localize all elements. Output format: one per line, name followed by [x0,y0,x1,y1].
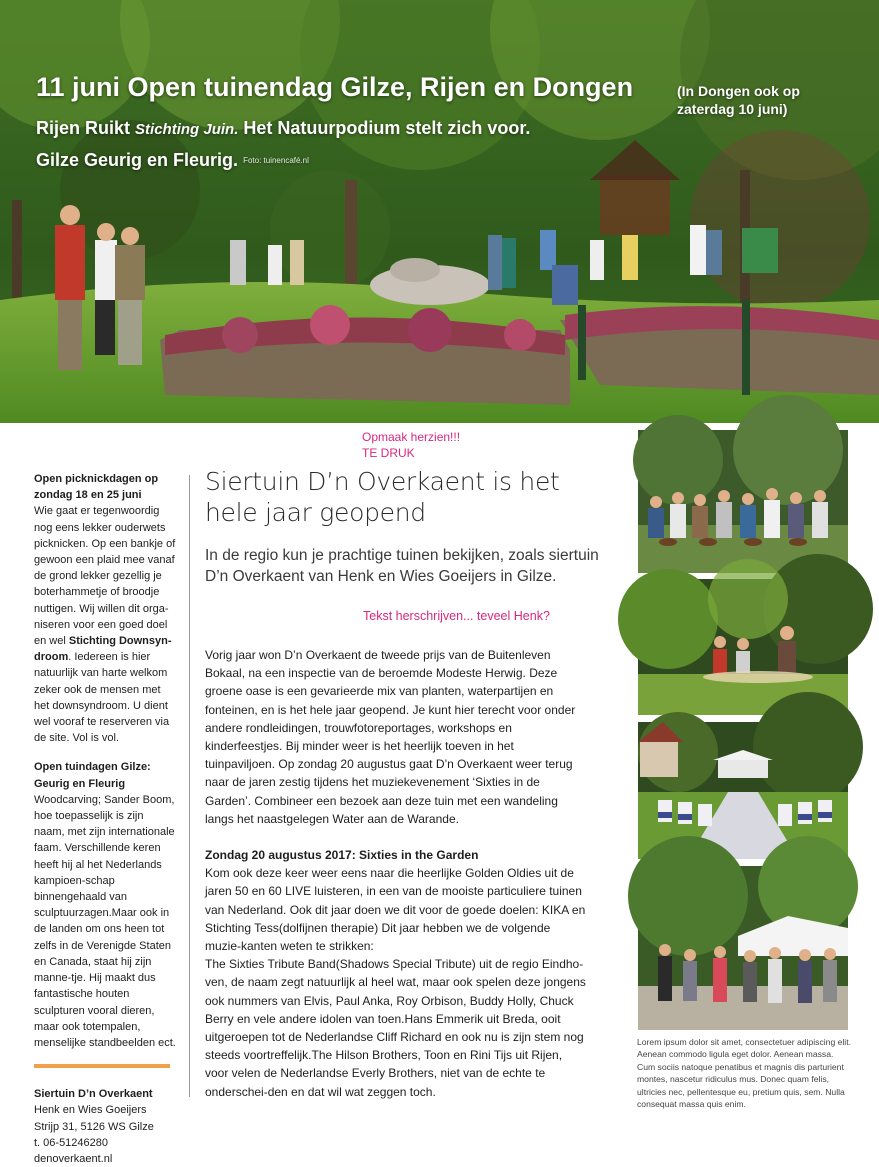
hero-title: 11 juni Open tuinendag Gilze, Rijen en Dongen [36,72,634,102]
tuindagen-text: Woodcarving; Sander Boom, hoe toepasselijk is zijn naam, met zijn internationale faam. Verschillende keren heeft hij al het Nederlands kampioen-schap binnengehaald van sculptuurzagen.Maar ook in de landen om ons heen tot zelfs in de Verenigde Staten en Canada, staat hij zijn manne-tje. Hij maakt dus fantastische houten sculpturen vooral dieren, maar ook totempalen, menselijke standbeelden ect. [34,793,176,1049]
contact-phone: t. 06-51246280 [34,1136,109,1149]
hero-subtitle-rijen [36,116,633,142]
picnic-text-b: . Iedereen is hier natuurlijk van harte welkom zeker ook de mensen met het downsyndroom. U dient wel vooraf te reserveren via de site. Vol is vol. [34,651,170,745]
editor-note-mid: Tekst herschrijven... teveel Henk? [363,609,550,623]
editor-note-top-line1: Opmaak herzien!!! [362,430,461,444]
garden-illustration [0,0,879,423]
article-paragraph-2b: The Sixties Tribute Band(Shadows Special Tribute) uit de regio Eindho-ven, de naam zegt natuurlijk al heel wat, maar ook spelen deze jongens ook nummers van Elvis, Paul Anka, Roy Orbison, Buddy Holly, Chuck Berry en vele andere idolen van toen.Hans Emmerik uit Breda, ooit uitgeroepen tot de Nederlandse Cliff Richard en ook nu is zijn stem nog steeds voortreffelijk.The Hilson Brothers, Toon en Rini Tijs uit Rijen, voor velen de Nederlandse Everly Brothers, niet van de echte te onderschei-den en dat wil wat zeggen toch. [205,957,586,1099]
tuindagen-heading: Open tuindagen Gilze: Geurig en Fleurig [34,761,151,790]
contact-website: denoverkaent.nl [34,1152,113,1165]
article-body [205,646,587,1101]
orange-divider [34,1064,170,1068]
article-lead: In de regio kun je prachtige tuinen bekijken, zoals siertuin D’n Overkaent van Henk en Wies Goeijers in Gilze. [205,547,599,585]
picnic-text-a: Wie gaat er tegenwoordig nog eens lekker ouderwets picknicken. Op een bankje of gewoon een plaid mee vanaf de grond lekker gezellig je boterhammetje of broodje nuttigen. Wij willen dit orga-niseren voor een goed doel en wel [34,505,176,648]
hero-subtitle-gilze [36,148,633,173]
hero-rijen-title: Rijen Ruikt [36,118,131,138]
picnic-text [34,503,176,746]
picnic-heading: Open picknickdagen op zondag 18 en 25 juni [34,473,159,502]
article-paragraph-1: Vorig jaar won D’n Overkaent de tweede prijs van de Buitenleven Bokaal, na een inspectie van de beroemde Modeste Herwig. Deze groene oase is een gevarieerde mix van planten, waterpartijen en fonteinen, en is het hele jaar geopend. Je kunt hier terecht voor onder andere rondleidingen, trouwfotoreportages, workshops en kinderfeestjes. Bij minder weer is het heerlijk toeven in het tuinpaviljoen. Op zondag 20 augustus gaat D’n Overkaent weer terug naar de jaren zestig tijdens het muziekevenement ‘Sixties in de Garden’. Combineer een bezoek aan deze tuin met een wandeling langs het naastgelegen Water aan de Warande. [205,648,576,826]
photo-drum-circle [638,430,848,573]
picnic-charity: Stichting Downsyn-droom [34,635,172,664]
contact-names: Henk en Wies Goeijers [34,1104,147,1117]
article-title: Siertuin D’n Overkaent is het hele jaar geopend [205,467,560,527]
hero-headline-block [36,70,800,173]
photo-caption: Lorem ipsum dolor sit amet, consectetuer adipiscing elit. Aenean commodo ligula eget dolor. Aenean massa. Cum sociis natoque penatibus et magnis dis parturient montes, nascetur ridiculus mus. Donec quam felis, ultricies nec, pellentesque eu, pretium quis, sem. Nulla consequat massa quis enim. [637,1037,851,1110]
editor-note-top [362,429,460,461]
contact-title: Siertuin D’n Overkaent [34,1088,153,1101]
hero-rijen-rest: Het Natuurpodium stelt zich voor. [243,118,531,138]
photo-market-tents [638,866,848,1030]
hero-photo [0,0,879,423]
contact-block [34,1086,176,1167]
hero-gilze-title: Gilze Geurig en Fleurig. [36,150,239,170]
column-divider [189,475,190,1097]
hero-rijen-italic: Stichting Juin. [135,121,239,138]
article-paragraph-2a: Kom ook deze keer weer eens naar die heerlijke Golden Oldies uit de jaren 50 en 60 LIVE luisteren, in een van de mooiste particuliere tuinen van Nederland. Ook dit jaar doen we dit voor de goede doelen: KIKA en Stichting Tess(dolfijnen therapie) Dit jaar hebben we de volgende muzie-kanten weten te strikken: [205,866,586,954]
hero-photo-credit: Foto: tuinencafé.nl [243,156,309,166]
hero-title-note: (In Dongen ook op zaterdag 10 juni) [677,83,800,117]
article-subhead: Zondag 20 augustus 2017: Sixties in the Garden [205,848,479,863]
sidebar [34,471,176,1167]
editor-note-top-line2: TE DRUK [362,446,415,460]
contact-address: Strijp 31, 5126 WS Gilze [34,1120,154,1133]
